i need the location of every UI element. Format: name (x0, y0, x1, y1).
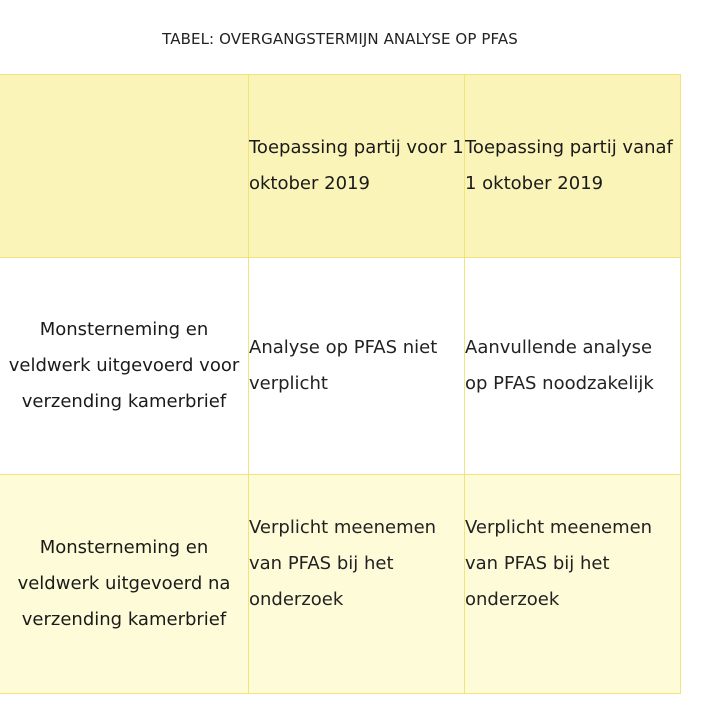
header-corner-cell (0, 75, 249, 258)
table-row (0, 475, 681, 694)
transition-table (0, 74, 681, 694)
header-from-oct-2019: Toepassing partij vanaf 1 oktober 2019 (465, 75, 681, 258)
cell-after-letter-before-oct: Verplicht meenemen van PFAS bij het onderzoek (249, 475, 465, 694)
cell-before-letter-before-oct: Analyse op PFAS niet verplicht (249, 258, 465, 475)
table-header-row (0, 75, 681, 258)
table-row (0, 258, 681, 475)
header-before-oct-2019: Toepassing partij voor 1 oktober 2019 (249, 75, 465, 258)
row-label-before-letter: Monsterneming en veldwerk uitgevoerd voor verzending kamerbrief (0, 258, 249, 475)
row-label-after-letter: Monsterneming en veldwerk uitgevoerd na verzending kamerbrief (0, 475, 249, 694)
cell-before-letter-from-oct: Aanvullende analyse op PFAS noodzakelijk (465, 258, 681, 475)
table-caption: TABEL: OVERGANGSTERMIJN ANALYSE OP PFAS (162, 30, 518, 48)
cell-after-letter-from-oct: Verplicht meenemen van PFAS bij het onderzoek (465, 475, 681, 694)
